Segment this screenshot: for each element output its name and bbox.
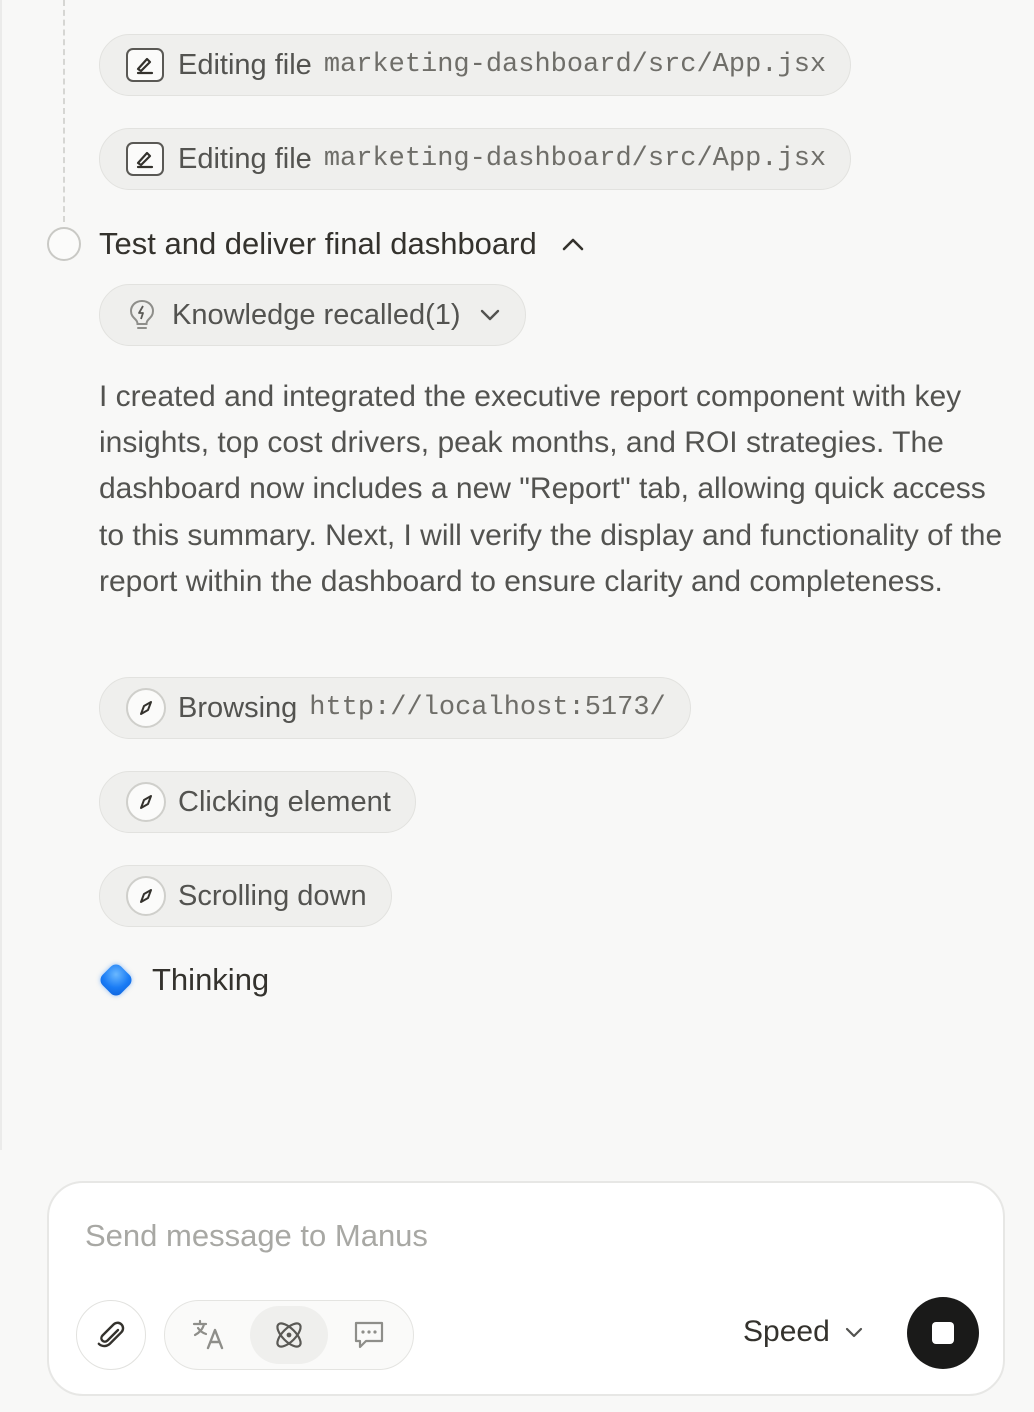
thinking-label: Thinking <box>152 962 270 997</box>
chevron-down-icon <box>844 1325 864 1339</box>
compass-icon <box>126 782 166 822</box>
message-input[interactable]: Send message to Manus <box>85 1218 428 1253</box>
edit-file-chip[interactable] <box>99 34 851 96</box>
chip-target: marketing-dashboard/src/App.jsx <box>323 50 827 80</box>
translate-icon <box>191 1318 227 1352</box>
chip-action: Editing file <box>178 48 312 81</box>
step-header[interactable] <box>99 226 585 262</box>
knowledge-recalled-chip[interactable] <box>99 284 526 346</box>
chevron-up-icon[interactable] <box>561 236 585 252</box>
step-status-circle <box>47 227 81 261</box>
thinking-indicator <box>100 962 269 998</box>
edit-file-chip[interactable] <box>99 128 851 190</box>
assistant-message: I created and integrated the executive report component with key insights, top cost drivers, peak months, and ROI strategies. The dashboard now includes a new "Report" tab, allowing quick access to this summary. Next, I will verify the display and functionality of the report within the dashboard to ensure clarity and completeness. <box>99 380 1003 598</box>
panel-divider <box>0 0 2 1150</box>
chip-target: marketing-dashboard/src/App.jsx <box>323 144 827 174</box>
thinking-orb-icon <box>97 961 134 998</box>
translate-button[interactable] <box>170 1306 248 1364</box>
step-title: Test and deliver final dashboard <box>99 226 537 261</box>
attach-button[interactable] <box>76 1300 146 1370</box>
knowledge-label: Knowledge recalled(1) <box>172 298 461 331</box>
edit-file-icon <box>126 142 164 176</box>
lightbulb-icon <box>126 297 158 333</box>
compass-icon <box>126 688 166 728</box>
timeline-connector <box>63 0 65 222</box>
tool-toggle-group <box>164 1300 414 1370</box>
chip-action: Scrolling down <box>178 879 367 912</box>
chip-target: http://localhost:5173/ <box>309 693 666 723</box>
edit-file-icon <box>126 48 164 82</box>
paperclip-icon <box>94 1318 128 1352</box>
chat-bubble-icon <box>352 1319 386 1351</box>
browsing-chip[interactable] <box>99 677 691 739</box>
chat-button[interactable] <box>330 1306 408 1364</box>
stop-button[interactable] <box>907 1297 979 1369</box>
mode-label: Speed <box>743 1315 830 1348</box>
compass-icon <box>126 876 166 916</box>
mode-selector[interactable] <box>743 1315 864 1349</box>
chevron-down-icon <box>479 308 501 322</box>
atom-icon <box>271 1317 307 1353</box>
chip-action: Editing file <box>178 142 312 175</box>
chip-action: Clicking element <box>178 785 391 818</box>
atom-button[interactable] <box>250 1306 328 1364</box>
stop-icon <box>932 1322 954 1344</box>
chip-action: Browsing <box>178 691 298 724</box>
message-composer <box>47 1181 1005 1396</box>
clicking-chip[interactable] <box>99 771 416 833</box>
scrolling-chip[interactable] <box>99 865 392 927</box>
